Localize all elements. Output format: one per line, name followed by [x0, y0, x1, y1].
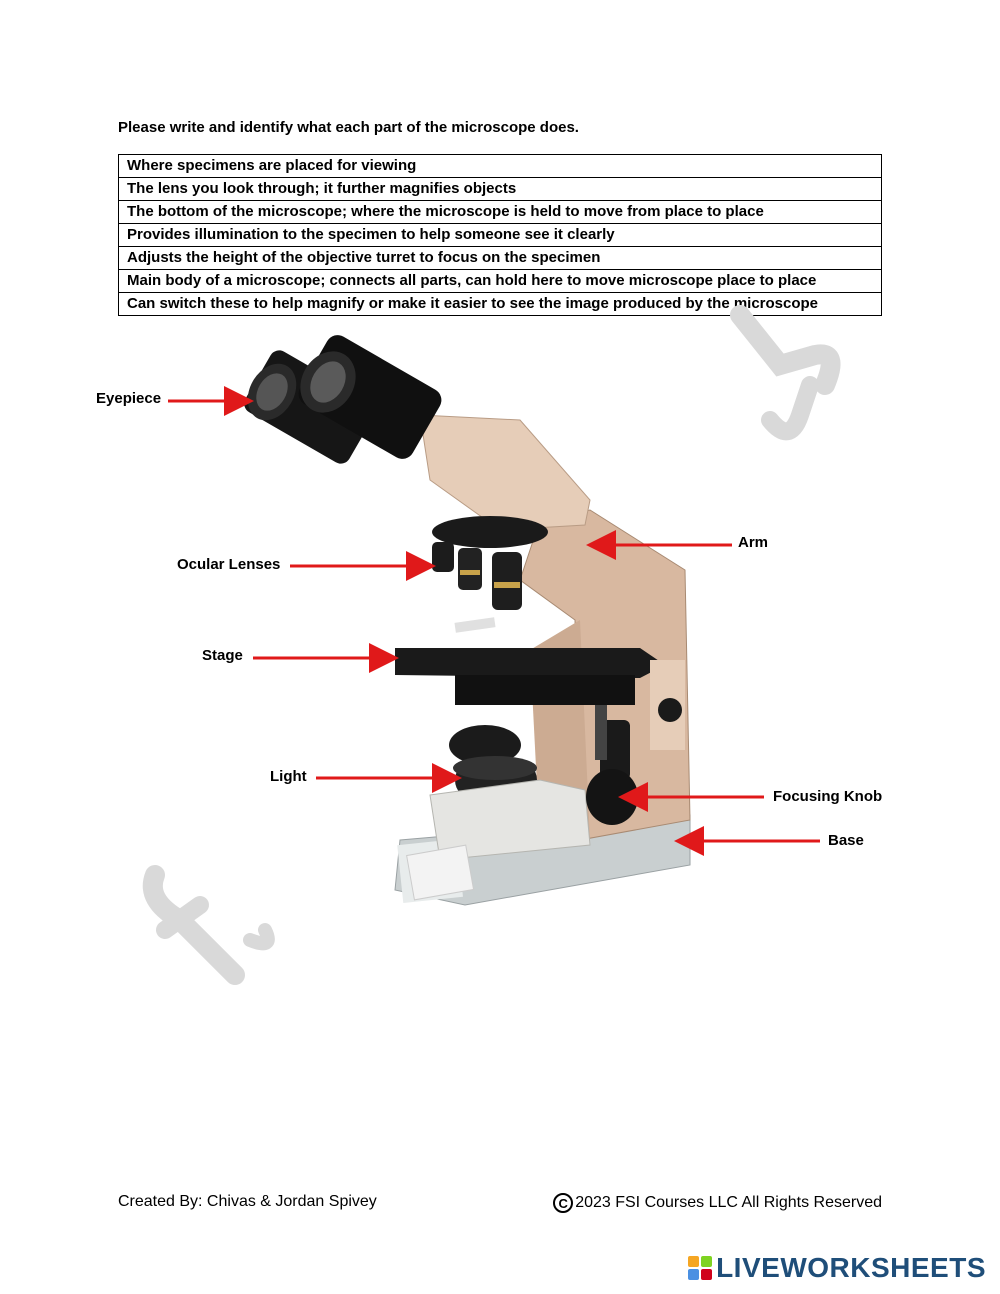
instructions-text: Please write and identify what each part of the microscope does. — [118, 119, 579, 136]
table-row — [119, 247, 882, 270]
definitions-table — [118, 154, 882, 316]
copyright-icon: C — [553, 1193, 573, 1213]
liveworksheets-brand[interactable] — [688, 1252, 986, 1284]
liveworksheets-wordmark: LIVEWORKSHEETS — [716, 1252, 986, 1283]
definition-cell: Main body of a microscope; connects all parts, can hold here to move microscope place to place — [119, 270, 882, 293]
pointer-arrows — [0, 320, 1000, 1000]
definition-cell: Where specimens are placed for viewing — [119, 155, 882, 178]
label-stage: Stage — [202, 647, 243, 664]
table-row — [119, 155, 882, 178]
label-ocular-lenses: Ocular Lenses — [177, 556, 281, 573]
label-base: Base — [828, 832, 864, 849]
definition-cell: Provides illumination to the specimen to help someone see it clearly — [119, 224, 882, 247]
table-row — [119, 178, 882, 201]
definition-cell: Adjusts the height of the objective turret to focus on the specimen — [119, 247, 882, 270]
definition-cell: The lens you look through; it further magnifies objects — [119, 178, 882, 201]
table-row — [119, 224, 882, 247]
table-row — [119, 270, 882, 293]
footer-credits: Created By: Chivas & Jordan Spivey — [118, 1193, 377, 1210]
liveworksheets-logo-icon — [688, 1256, 712, 1280]
microscope-figure — [0, 320, 1000, 1000]
copyright-text: 2023 FSI Courses LLC All Rights Reserved — [575, 1194, 882, 1211]
definition-cell: The bottom of the microscope; where the microscope is held to move from place to place — [119, 201, 882, 224]
label-focusing-knob: Focusing Knob — [773, 788, 883, 805]
definition-cell: Can switch these to help magnify or make it easier to see the image produced by the microscope — [119, 293, 882, 316]
table-row — [119, 201, 882, 224]
label-arm: Arm — [738, 534, 769, 551]
label-eyepiece: Eyepiece — [96, 390, 162, 407]
label-light: Light — [270, 768, 307, 785]
footer-copyright — [553, 1193, 882, 1213]
